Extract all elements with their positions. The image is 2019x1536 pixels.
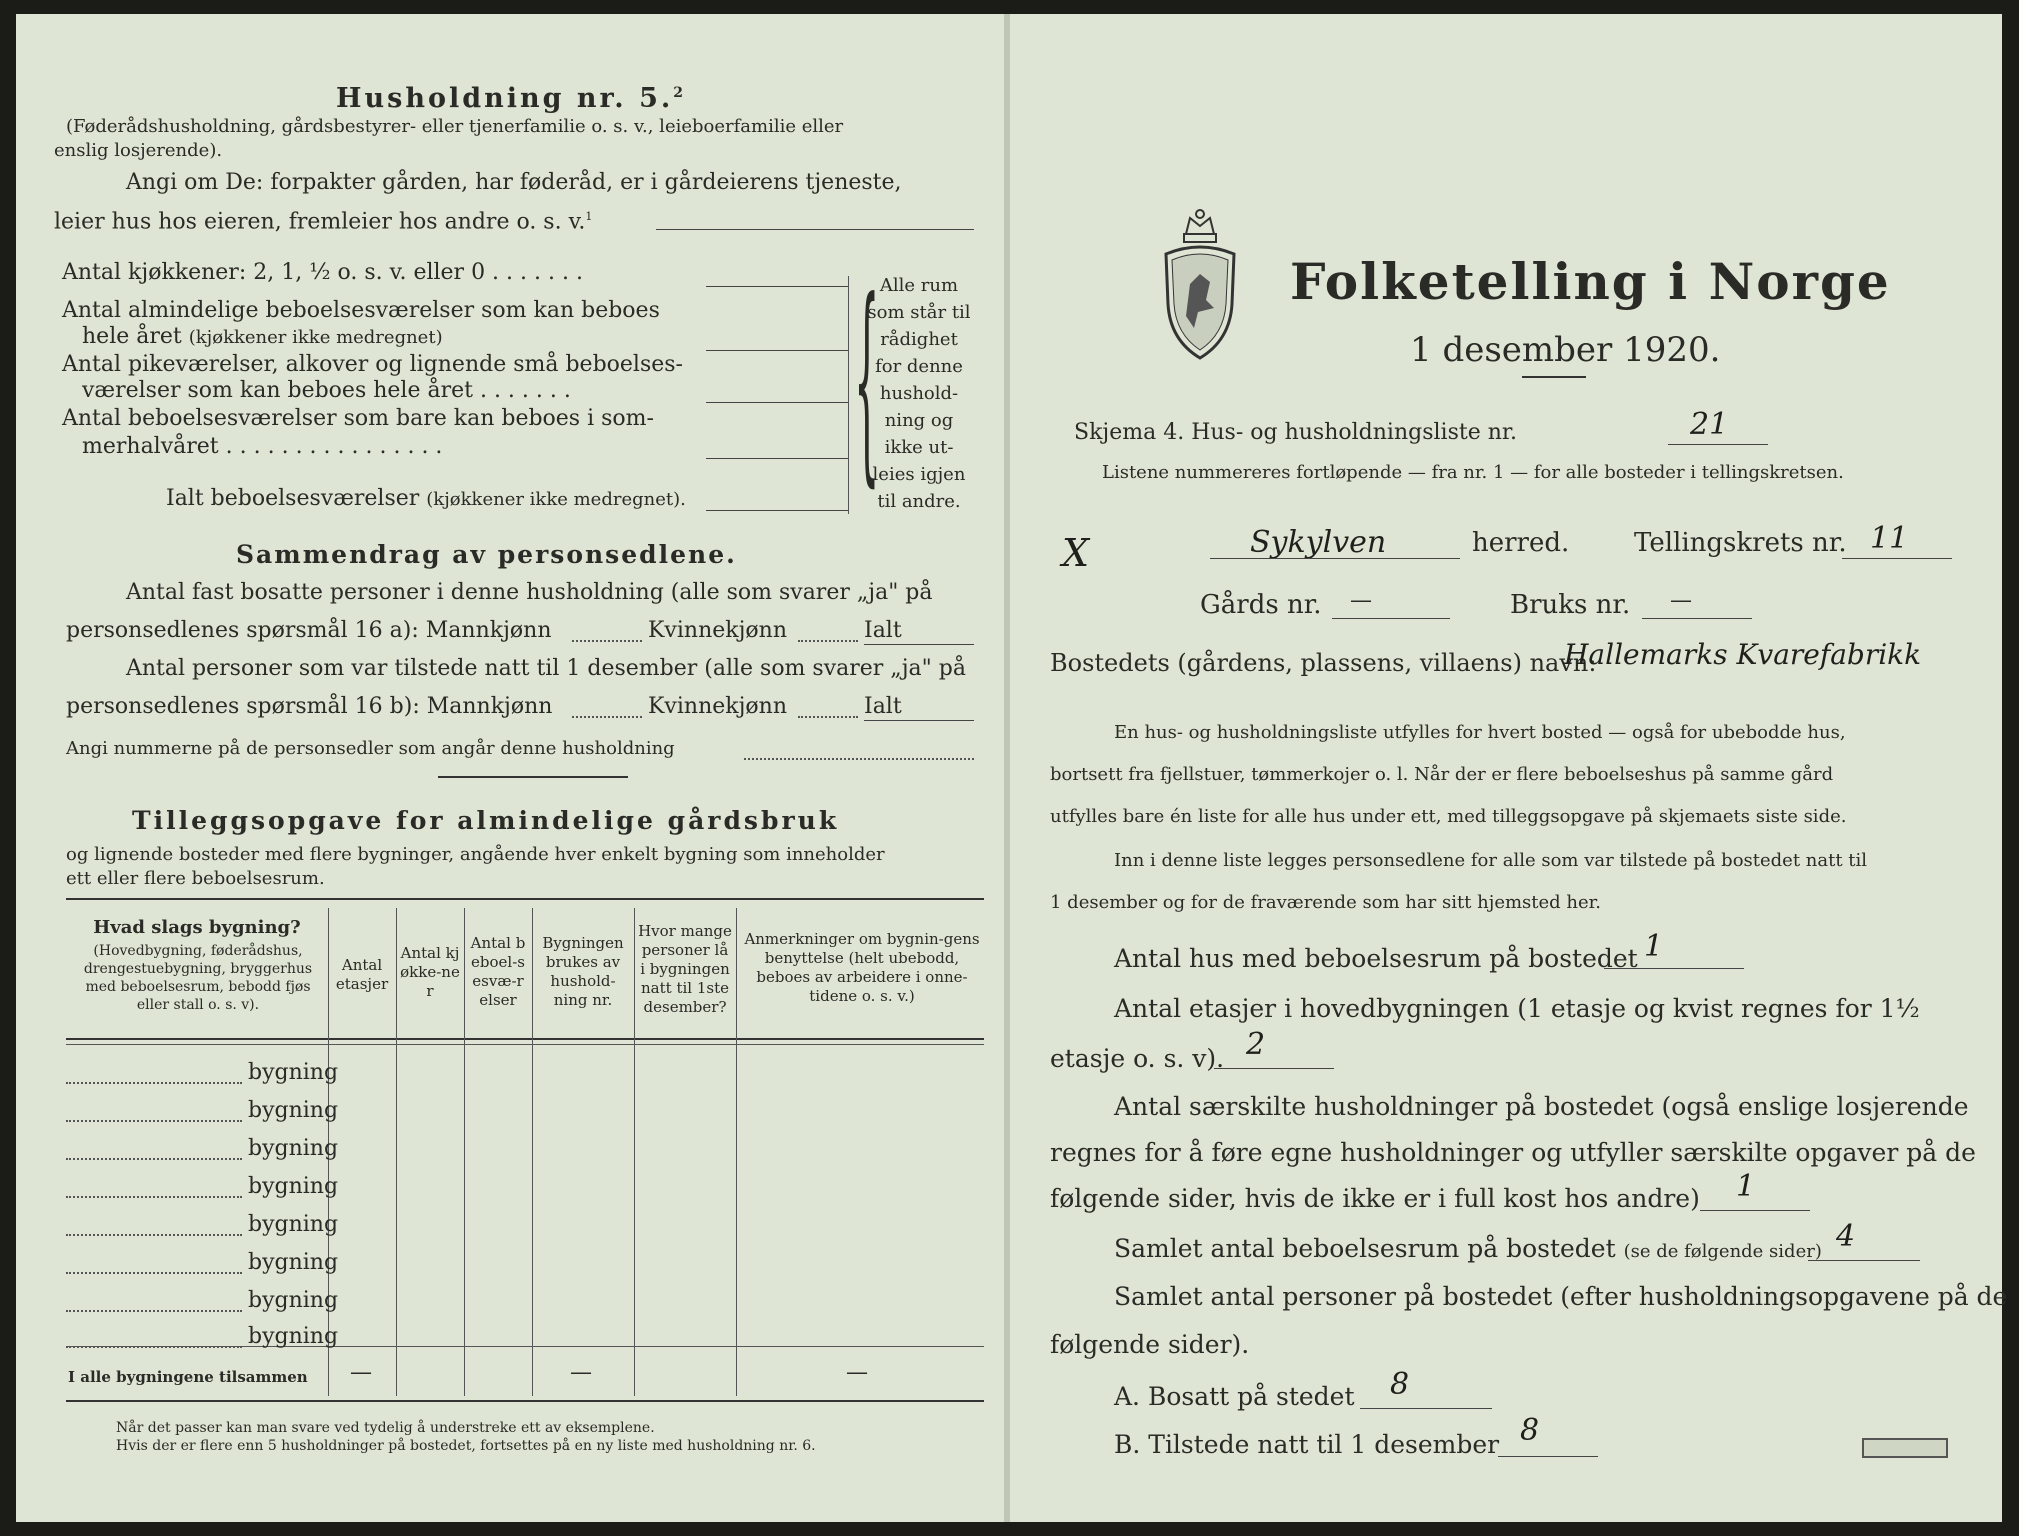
summary-q1-female-line[interactable] [798, 640, 858, 642]
household-intro-1: (Føderådshusholdning, gårdsbestyrer- eller tjenerfamilie o. s. v., leieboerfamilie eller [66, 116, 844, 137]
table-top-rule [66, 898, 984, 900]
brace-icon: { [854, 259, 880, 509]
header-remarks: Anmerkninger om bygnin-gens benyttelse (helt ubebodd, beboes av arbeidere i onne-tidene o. s. v.) [744, 930, 980, 1005]
supplement-intro-2: ett eller flere beboelsesrum. [66, 868, 325, 889]
a-line [1360, 1408, 1492, 1409]
instructions-1b: bortsett fra fjellstuer, tømmerkojer o. l. Når der er flere beboelseshus på samme gård [1050, 764, 1834, 785]
brace-note: Alle rum som står til rådighet for denne hushold- ning og ikke ut- leies igjen til andre. [867, 275, 971, 512]
table-col-rule [634, 908, 635, 1396]
krets-line [1842, 558, 1952, 559]
household-title: Husholdning nr. 5.$^2$ [336, 83, 687, 114]
table-col-rule [396, 908, 397, 1396]
summary-q2-female-label: Kvinnekjønn [648, 694, 787, 719]
table-col-rule [464, 908, 465, 1396]
numbering-note: Listene nummereres fortløpende — fra nr. 1 — for alle bosteder i tellingskretsen. [1102, 462, 1844, 483]
floors-line [1214, 1068, 1334, 1069]
summary-q1-male-line[interactable] [572, 640, 642, 642]
summary-q1-total-label: Ialt [864, 618, 902, 643]
rooms-q1b: hele året (kjøkkener ikke medregnet) [82, 324, 443, 349]
summary-q2a: Antal personer som var tilstede natt til 1 desember (alle som svarer „ja" på [126, 656, 966, 681]
rooms-q1-answer-line[interactable] [706, 350, 849, 351]
instructions-1c: utfylles bare én liste for alle hus under ett, med tilleggsopgave på skjemaets siste side. [1050, 806, 1847, 827]
gards-label: Gårds nr. [1200, 590, 1322, 620]
table-col-rule [532, 908, 533, 1396]
census-date: 1 desember 1920. [1410, 330, 1721, 370]
instructions-1a: En hus- og husholdningsliste utfylles for hvert bosted — også for ubebodde hus, [1114, 722, 1846, 743]
households-label-c: følgende sider, hvis de ikke er i full kost hos andre) [1050, 1184, 1700, 1213]
schema-value[interactable]: 21 [1690, 407, 1729, 442]
section-divider [438, 776, 628, 778]
rooms-q3a: Antal beboelsesværelser som bare kan beboes i som- [62, 406, 654, 431]
instructions-2a: Inn i denne liste legges personsedlene for alle som var tilstede på bostedet natt til [1114, 850, 1868, 871]
persons-label-b: følgende sider). [1050, 1330, 1250, 1359]
right-page [1010, 14, 2008, 1522]
households-line [1700, 1210, 1810, 1211]
summary-q2-total-label: Ialt [864, 694, 902, 719]
rooms-q2-answer-line[interactable] [706, 402, 849, 403]
total-remarks-dash: — [846, 1360, 868, 1385]
footnote-2: Hvis der er flere enn 5 husholdninger på bostedet, fortsettes på en ny liste med husholdning nr. 6. [116, 1438, 816, 1454]
households-label-a: Antal særskilte husholdninger på bostedet (også enslige losjerende [1114, 1092, 1969, 1121]
answer-column-rule [848, 276, 849, 514]
header-rooms: Antal beboel-sesvæ-relser [470, 934, 526, 1009]
herred-value[interactable]: Sykylven [1250, 525, 1387, 560]
summary-q2-male-line[interactable] [572, 716, 642, 718]
floors-label-a: Antal etasjer i hovedbygningen (1 etasje og kvist regnes for 1½ [1114, 994, 1920, 1023]
rooms-q3-answer-line[interactable] [706, 458, 849, 459]
floors-value[interactable]: 2 [1246, 1027, 1266, 1062]
census-title: Folketelling i Norge [1290, 252, 1891, 311]
summary-q1-female-label: Kvinnekjønn [648, 618, 787, 643]
bosted-value[interactable]: Hallemarks Kvarefabrikk [1564, 638, 1922, 671]
houses-line [1604, 968, 1744, 969]
rooms-value[interactable]: 4 [1836, 1219, 1856, 1254]
header-used-by: Bygningen brukes av hushold-ning nr. [542, 934, 624, 1009]
b-line [1498, 1456, 1598, 1457]
herred-label: herred. [1472, 528, 1570, 558]
header-building-type-note: (Hovedbygning, føderådshus, drengestuebygning, bryggerhus med beboelsesrum, bebodd fjøs eller stall o. s. v). [83, 943, 313, 1013]
rooms-q1a: Antal almindelige beboelsesværelser som kan beboes [62, 298, 660, 323]
total-used-by-dash: — [570, 1360, 592, 1385]
table-bottom-rule [66, 1400, 984, 1402]
rooms-label: Samlet antal beboelsesrum på bostedet (se de følgende sider) [1114, 1234, 1822, 1263]
kitchens-answer-line[interactable] [706, 286, 849, 287]
bosted-label: Bostedets (gårdens, plassens, villaens) navn: [1050, 649, 1597, 677]
summary-q1a: Antal fast bosatte personer i denne husholdning (alle som svarer „ja" på [126, 580, 933, 605]
gards-value[interactable]: — [1350, 588, 1372, 613]
bruks-line [1642, 618, 1752, 619]
header-persons: Hvor mange personer lå i bygningen natt til 1ste desember? [638, 922, 732, 1016]
summary-q2-total-line[interactable] [864, 720, 974, 721]
household-intro-2: enslig losjerende). [54, 140, 223, 161]
printer-stamp [1862, 1438, 1948, 1458]
table-header-rule-2 [66, 1044, 984, 1045]
table-total-label: I alle bygningene tilsammen [68, 1368, 308, 1386]
rooms-q2b: værelser som kan beboes hele året . . . . . . . [82, 378, 571, 403]
b-label: B. Tilstede natt til 1 desember [1114, 1430, 1500, 1459]
title-divider [1522, 376, 1586, 378]
persons-label-a: Samlet antal personer på bostedet (efter husholdningsopgavene på de [1114, 1282, 2008, 1311]
header-kitchens: Antal kjøkke-ner [400, 944, 460, 1000]
houses-label: Antal hus med beboelsesrum på bostedet [1114, 944, 1638, 973]
a-value[interactable]: 8 [1390, 1367, 1410, 1402]
header-building-type: Hvad slags bygning? [93, 917, 301, 938]
left-page: Husholdning nr. 5.$^2$ (Føderådshusholdning, gårdsbestyrer- eller tjenerfamilie o. s. v., leieboerfamilie eller enslig losjerende). Angi om De: forpakter gården, har føderåd, er i gårdeierens tjeneste, leier hus hos eieren, fremleier hos andre o. s. v.$^1$ Antal kjøkkener: 2, 1, ½ o. s. v. eller 0 . . . . . . . Antal almindelige beboelsesværelser som kan beboes hele året (kjøkkener ikke medregnet) Antal pikeværelser, alkover og lignende små beboelses- værelser som kan beboes hele året . . . . . . . Antal beboelsesværelser som bare kan beboes i som- merhalvåret . . . . . . . . . . . . . . . . Ialt beboelsesværelser (kjøkkener ikke medregnet). { Alle rum som står til rådighet for denne hushold- ning og ikke ut- leies igjen til andre. Sammendrag av personsedlene. Antal fast bosatte personer i denne husholdning (alle som svarer „ja" på personsedlenes spørsmål 16 a): Mannkjønn Kvinnekjønn Ialt Antal personer som var tilstede natt til 1 desember (alle som svarer „ja" på personsedlenes spørsmål 16 b): Mannkjønn Kvinnekjønn Ialt Angi nummerne på de personsedler som angår denne husholdning Tilleggsopgave for almindelige gårdsbruk og lignende bosteder med flere bygninger, angående hver enkelt bygning som inneholder ett eller flere beboelsesrum. Hvad slags bygning? (Hovedbygning, føderådshus, drengestuebygning, bryggerhus med beboelsesrum, bebodd fjøs eller stall o. s. v). Antal etasjer Antal kjøkke-ner Antal beboel-sesvæ-relser Bygningen brukes av hushold-ning nr. Hvor mange personer lå i bygningen natt til 1ste desember? Anmerkninger om bygnin-gens benyttelse (helt ubebodd, beboes av arbeidere i onne-tidene o. s. v.) bygning bygning bygning bygning bygning bygning bygning bygning I alle bygningene tilsammen — — — Når det passer kan man svare ved tydelig å understreke ett av eksemplene. Hvis der er flere enn 5 husholdninger på bostedet, fortsettes på en ny liste med husholdning nr. 6. [16, 14, 1004, 1522]
krets-value[interactable]: 11 [1870, 521, 1909, 556]
herred-mark: X [1062, 531, 1090, 575]
rooms-total-answer-line[interactable] [706, 510, 849, 511]
summary-q2-female-line[interactable] [798, 716, 858, 718]
footnote-1: Når det passer kan man svare ved tydelig å understreke ett av eksemplene. [116, 1420, 655, 1436]
header-floors: Antal etasjer [335, 956, 389, 993]
gards-line [1332, 618, 1450, 619]
krets-label: Tellingskrets nr. [1634, 528, 1847, 558]
rooms-line [1808, 1260, 1920, 1261]
herred-line [1210, 558, 1460, 559]
rooms-total: Ialt beboelsesværelser (kjøkkener ikke medregnet). [166, 486, 686, 511]
rooms-q2a: Antal pikeværelser, alkover og lignende små beboelses- [62, 352, 683, 377]
supplement-intro-1: og lignende bosteder med flere bygninger, angående hver enkelt bygning som inneholder [66, 844, 885, 865]
summary-q1-total-line[interactable] [864, 644, 974, 645]
numbers-line-label: Angi nummerne på de personsedler som angår denne husholdning [66, 738, 675, 759]
households-value[interactable]: 1 [1736, 1169, 1756, 1204]
tenure-answer-line[interactable] [656, 229, 974, 230]
a-label: A. Bosatt på stedet [1114, 1382, 1355, 1411]
houses-value[interactable]: 1 [1644, 929, 1664, 964]
schema-line [1668, 444, 1768, 445]
table-header-rule [66, 1038, 984, 1040]
summary-heading: Sammendrag av personsedlene. [236, 540, 737, 569]
summary-q2b: personsedlenes spørsmål 16 b): Mannkjønn [66, 694, 553, 719]
table-col-rule [736, 908, 737, 1396]
total-floors-dash: — [350, 1360, 372, 1385]
households-label-b: regnes for å føre egne husholdninger og utfyller særskilte opgaver på de [1050, 1138, 1976, 1167]
supplement-heading: Tilleggsopgave for almindelige gårdsbruk [132, 806, 840, 835]
bruks-value[interactable]: — [1670, 588, 1692, 613]
bruks-label: Bruks nr. [1510, 590, 1631, 620]
instructions-2b: 1 desember og for de fraværende som har sitt hjemsted her. [1050, 892, 1601, 913]
kitchens-question: Antal kjøkkener: 2, 1, ½ o. s. v. eller 0 . . . . . . . [62, 260, 583, 285]
coat-of-arms-icon [1160, 204, 1240, 364]
b-value[interactable]: 8 [1520, 1413, 1540, 1448]
tenure-question-1: Angi om De: forpakter gården, har føderåd, er i gårdeierens tjeneste, [126, 170, 902, 195]
numbers-answer-line[interactable] [744, 758, 974, 760]
tenure-question-2: leier hus hos eieren, fremleier hos andre o. s. v.$^1$ [54, 209, 593, 235]
rooms-q3b: merhalvåret . . . . . . . . . . . . . . . . [82, 434, 443, 459]
floors-label-b: etasje o. s. v). [1050, 1044, 1225, 1073]
summary-q1b: personsedlenes spørsmål 16 a): Mannkjønn [66, 618, 552, 643]
schema-label: Skjema 4. Hus- og husholdningsliste nr. [1074, 420, 1517, 445]
